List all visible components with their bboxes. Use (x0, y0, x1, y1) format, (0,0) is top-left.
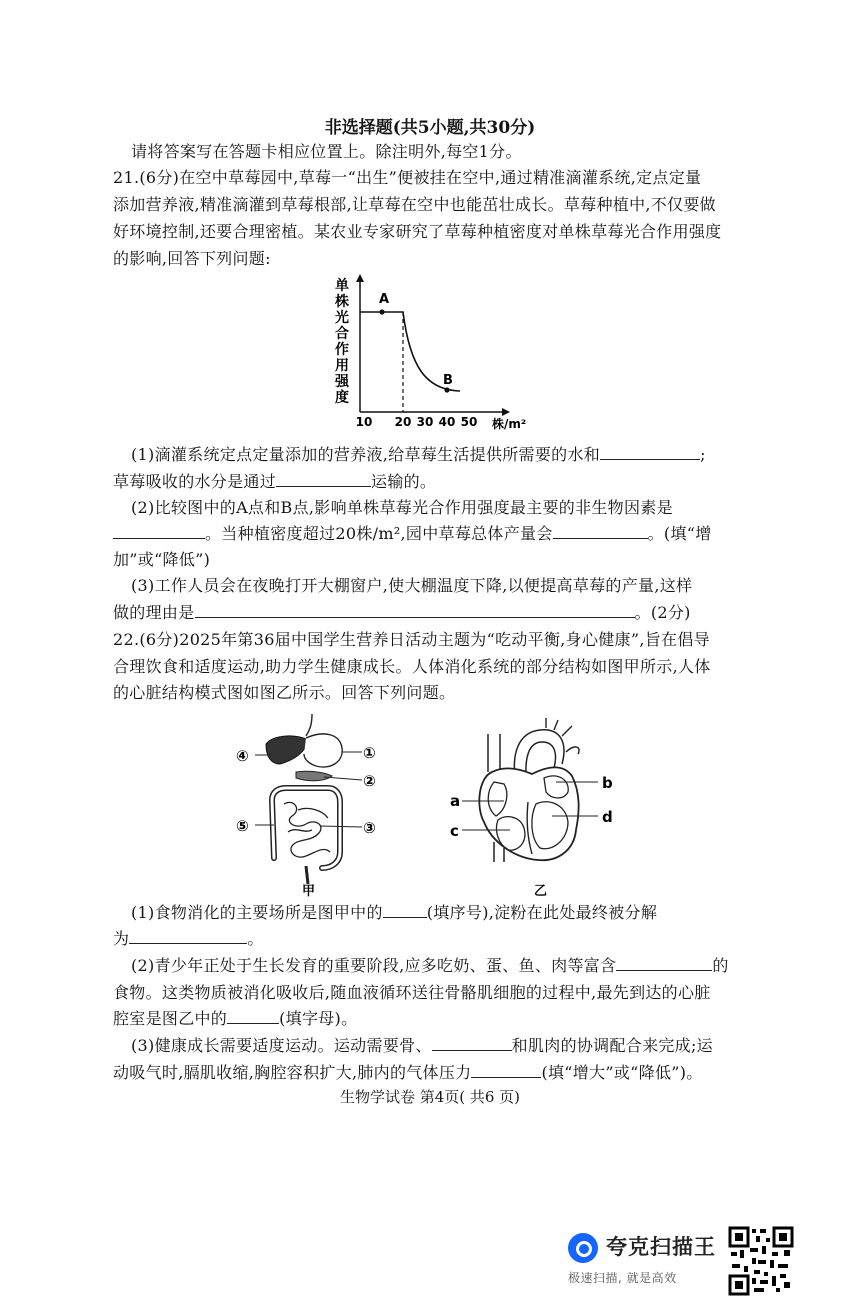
x-axis-label: 株/m² (492, 417, 527, 431)
q22-p3-post: 和肌肉的协调配合来完成;运 (511, 1036, 713, 1055)
answer-blank[interactable] (276, 471, 371, 487)
q21-stem-line: 添加营养液,精准滴灌到草莓根部,让草莓在空中也能茁壮成长。草莓种植中,不仅要做 (113, 195, 716, 214)
point-b (444, 387, 449, 392)
x-axis-arrow (502, 408, 510, 416)
q21-p2-mid: 。当种植密度超过20株/m²,园中草莓总体产量会 (205, 524, 553, 543)
q22-p1-post: (填序号),淀粉在此处最终被分解 (426, 903, 658, 922)
section-title: 非选择题(共5小题,共30分) (324, 118, 536, 138)
ylabel-char: 单 (335, 278, 349, 294)
superior-vena-cava (488, 734, 500, 772)
q21-part3-line1: (3)工作人员会在夜晚打开大棚窗户,使大棚温度下降,以便提高草莓的产量,这样 (131, 576, 693, 595)
graph-ylabel (334, 277, 350, 406)
q22-part1-line2 (113, 928, 753, 950)
answer-blank[interactable] (432, 1035, 512, 1051)
figure-yi-heart (448, 712, 628, 897)
answer-blank[interactable] (553, 523, 648, 539)
watermark-brand (566, 1229, 726, 1289)
q21-p1b-end: 运输的。 (371, 472, 437, 491)
label-d: d (602, 808, 613, 826)
x-tick: 30 (416, 415, 434, 429)
label-line (320, 826, 362, 827)
ylabel-char: 作 (335, 342, 349, 358)
q21-part1-line1 (131, 444, 751, 466)
ylabel-char: 强 (335, 374, 349, 390)
label-line (324, 777, 362, 780)
q22-stem-line: 22.(6分)2025年第36届中国学生营养日活动主题为“吃动平衡,身心健康”,旨在倡导 (113, 630, 710, 649)
ylabel-char: 株 (335, 294, 349, 310)
q22-part3-line2 (113, 1062, 753, 1084)
answer-blank[interactable] (383, 902, 427, 918)
point-a-label: A (379, 292, 390, 307)
q22-p1-text: (1)食物消化的主要场所是图甲中的 (131, 903, 383, 922)
q21-p1-text: (1)滴灌系统定点定量添加的营养液,给草莓生活提供所需要的水和 (131, 445, 601, 464)
x-tick: 20 (394, 415, 412, 429)
figure-caption-jia: 甲 (302, 884, 316, 897)
q21-p3b-end: 。(2分) (634, 603, 691, 622)
q21-stem-line: 的影响,回答下列问题: (113, 249, 271, 268)
brand-slogan: 极速扫描, 就是高效 (568, 1271, 677, 1285)
q21-p3b-text: 做的理由是 (113, 603, 195, 622)
ylabel-char: 用 (335, 358, 349, 374)
label-a: a (450, 792, 461, 810)
answer-blank[interactable] (600, 444, 700, 460)
liver (266, 736, 308, 764)
q21-part2-line3: 加”或“降低”) (113, 550, 211, 569)
label-b: b (602, 774, 613, 792)
ylabel-char: 光 (335, 310, 349, 326)
q21-p1-end: ; (700, 445, 706, 464)
answer-blank[interactable] (195, 602, 635, 618)
y-axis-arrow (356, 274, 364, 282)
ylabel-char: 度 (335, 390, 349, 406)
q21-part3-line2 (113, 602, 753, 624)
ylabel-char: 合 (335, 326, 349, 342)
qr-code-icon (728, 1226, 794, 1296)
answer-blank[interactable] (227, 1008, 279, 1024)
answer-blank[interactable] (113, 523, 205, 539)
esophagus (306, 714, 312, 736)
answer-blank[interactable] (471, 1062, 541, 1078)
q22-part2-line3 (113, 1008, 753, 1030)
q21-stem-line: 好环境控制,还要合理密植。某农业专家研究了草莓种植密度对单株草莓光合作用强度 (113, 222, 722, 241)
q21-p2-end: 。(填“增 (647, 524, 712, 543)
label-c: c (450, 822, 459, 840)
q22-p2c-text: 腔室是图乙中的 (113, 1009, 228, 1028)
q21-p1b-text: 草莓吸收的水分是通过 (113, 472, 277, 491)
x-tick: 40 (438, 415, 456, 429)
label-2: ② (363, 772, 376, 790)
quark-logo-icon (568, 1233, 598, 1263)
small-intestine (284, 802, 330, 857)
q21-part1-line2 (113, 471, 753, 493)
rectum (306, 866, 308, 884)
q21-part2-line1: (2)比较图中的A点和B点,影响单株草莓光合作用强度最主要的非生物因素是 (131, 498, 673, 517)
x-tick: 50 (460, 415, 478, 429)
pulmonary-vessels (546, 718, 579, 754)
answer-blank[interactable] (616, 955, 712, 971)
figure-jia-digestive-system (232, 712, 382, 897)
q22-p1b-text: 为 (113, 929, 130, 948)
q22-p3-text: (3)健康成长需要适度运动。运动需要骨、 (131, 1036, 432, 1055)
q22-p3b-post: (填“增大”或“降低”)。 (541, 1063, 703, 1082)
x-tick: 10 (355, 415, 373, 429)
q22-stem-line: 合理饮食和适度运动,助力学生健康成长。人体消化系统的部分结构如图甲所示,人体 (113, 657, 711, 676)
brand-name: 夸克扫描王 (606, 1235, 716, 1259)
q22-stem-line: 的心脏结构模式图如图乙所示。回答下列问题。 (113, 683, 456, 702)
pancreas (296, 771, 332, 781)
q22-p2-text: (2)青少年正处于生长发育的重要阶段,应多吃奶、蛋、鱼、肉等富含 (131, 956, 617, 975)
section-instruction: 请将答案写在答题卡相应位置上。除注明外,每空1分。 (131, 142, 522, 161)
point-a (379, 309, 384, 314)
q22-p2c-post: (填字母)。 (279, 1009, 358, 1028)
figure-caption-yi: 乙 (534, 884, 548, 897)
q22-p2-post: 的 (712, 956, 729, 975)
label-1: ① (363, 744, 376, 762)
q22-part2-line1 (131, 955, 751, 977)
stomach (304, 734, 342, 767)
label-4: ④ (236, 747, 249, 765)
point-b-label: B (443, 373, 453, 388)
q21-stem-line: 21.(6分)在空中草莓园中,草莓一“出生”便被挂在空中,通过精准滴灌系统,定点定量 (113, 168, 702, 187)
q22-p3b-text: 动吸气时,膈肌收缩,胸腔容积扩大,肺内的气体压力 (113, 1063, 472, 1082)
label-3: ③ (363, 819, 376, 837)
answer-blank[interactable] (129, 928, 247, 944)
q21-part2-line2 (113, 523, 753, 545)
q22-p1b-post: 。 (247, 929, 264, 948)
q21-graph (330, 272, 530, 432)
label-5: ⑤ (236, 817, 249, 835)
q22-part1-line1 (131, 902, 751, 924)
page-footer: 生物学试卷 第4页( 共6 页) (339, 1088, 521, 1106)
q22-part3-line1 (131, 1035, 751, 1057)
q22-part2-line2: 食物。这类物质被消化吸收后,随血液循环送往骨骼肌细胞的过程中,最先到达的心脏 (113, 983, 711, 1002)
